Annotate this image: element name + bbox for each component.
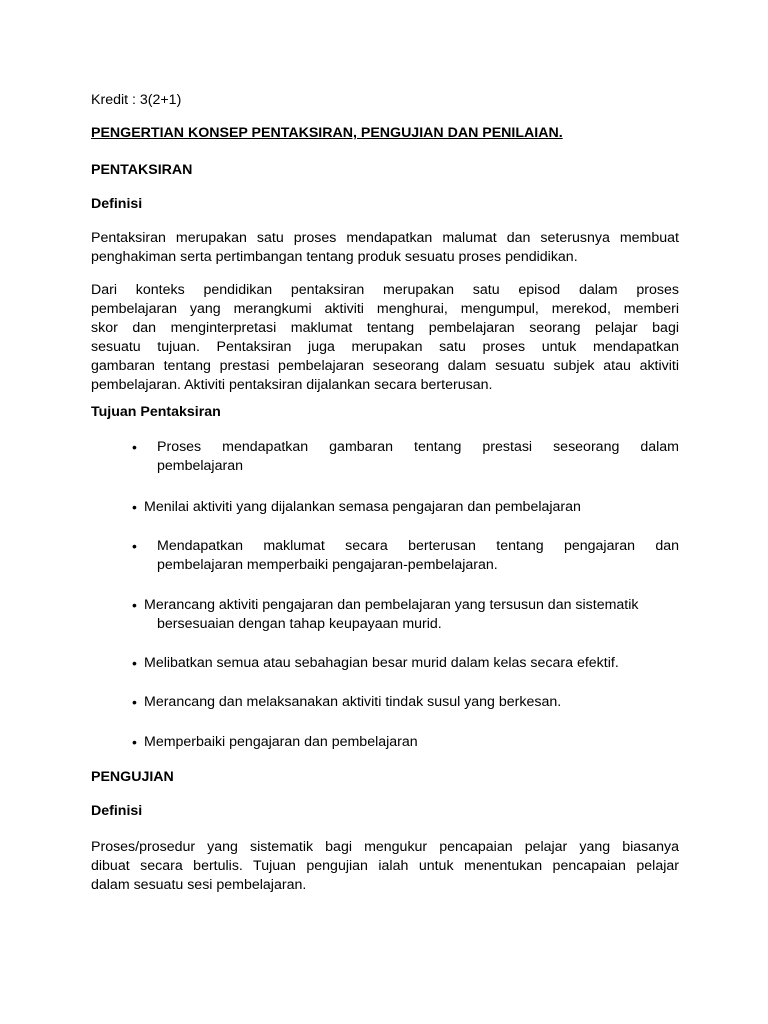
definisi-heading-pentaksiran: Definisi <box>91 196 143 212</box>
paragraph-line: Proses/prosedur yang sistematik bagi mengukur pencapaian pelajar yang biasanya <box>91 839 679 855</box>
bullet-line: Memperbaiki pengajaran dan pembelajaran <box>144 734 418 750</box>
bullet-icon: • <box>132 538 137 554</box>
bullet-text <box>144 596 679 634</box>
paragraph-line: pembelajaran. Aktiviti pentaksiran dijalankan secara berterusan. <box>91 377 493 393</box>
paragraph-line: dalam sesuatu sesi pembelajaran. <box>91 877 307 893</box>
bullet-text <box>144 733 679 752</box>
paragraph-line: Pentaksiran merupakan satu proses mendapatkan malumat dan seterusnya membuat <box>91 230 679 246</box>
bullet-line: pembelajaran memperbaiki pengajaran-pembelajaran. <box>157 557 498 573</box>
pentaksiran-context-paragraph <box>91 281 679 395</box>
paragraph-line: skor dan menginterpretasi maklumat tentang pembelajaran seorang pelajar bagi <box>91 320 679 336</box>
kredit-line: Kredit : 3(2+1) <box>91 92 182 108</box>
definisi-heading-pengujian: Definisi <box>91 803 143 819</box>
bullet-line: Merancang aktiviti pengajaran dan pembelajaran yang tersusun dan sistematik <box>144 597 639 613</box>
bullet-icon: • <box>132 439 137 455</box>
bullet-icon: • <box>132 655 137 671</box>
pentaksiran-definition-paragraph <box>91 229 679 267</box>
bullet-line: Proses mendapatkan gambaran tentang prestasi seseorang dalam <box>157 439 679 455</box>
paragraph-line: penghakiman serta pertimbangan tentang produk sesuatu proses pendidikan. <box>91 249 578 265</box>
paragraph-line: sesuatu tujuan. Pentaksiran juga merupakan satu proses untuk mendapatkan <box>91 339 679 355</box>
paragraph-line: Dari konteks pendidikan pentaksiran merupakan satu episod dalam proses <box>91 282 679 298</box>
bullet-icon: • <box>132 499 137 515</box>
bullet-text <box>157 438 679 476</box>
paragraph-line: dibuat secara bertulis. Tujuan pengujian ialah untuk menentukan pencapaian pelajar <box>91 858 679 874</box>
bullet-text <box>144 654 679 673</box>
bullet-line: pembelajaran <box>157 458 243 474</box>
bullet-line: Melibatkan semua atau sebahagian besar murid dalam kelas secara efektif. <box>144 655 619 671</box>
pengujian-definition-paragraph <box>91 838 679 895</box>
section-heading-pentaksiran: PENTAKSIRAN <box>91 162 193 178</box>
bullet-line: bersesuaian dengan tahap keupayaan murid. <box>157 616 442 632</box>
bullet-text <box>144 693 679 712</box>
bullet-text <box>157 537 679 575</box>
bullet-line: Mendapatkan maklumat secara berterusan tentang pengajaran dan <box>157 538 679 554</box>
main-title: PENGERTIAN KONSEP PENTAKSIRAN, PENGUJIAN DAN PENILAIAN. <box>91 125 563 141</box>
bullet-line: Merancang dan melaksanakan aktiviti tindak susul yang berkesan. <box>144 694 562 710</box>
bullet-text <box>144 498 679 517</box>
bullet-icon: • <box>132 597 137 613</box>
paragraph-line: pembelajaran yang merangkumi aktiviti menghurai, mengumpul, merekod, memberi <box>91 301 679 317</box>
document-page <box>91 0 679 1024</box>
paragraph-line: gambaran tentang prestasi pembelajaran seseorang dalam sesuatu subjek atau aktiviti <box>91 358 679 374</box>
section-heading-pengujian: PENGUJIAN <box>91 769 174 785</box>
bullet-line: Menilai aktiviti yang dijalankan semasa pengajaran dan pembelajaran <box>144 499 581 515</box>
tujuan-pentaksiran-heading: Tujuan Pentaksiran <box>91 404 221 420</box>
bullet-icon: • <box>132 734 137 750</box>
bullet-icon: • <box>132 694 137 710</box>
